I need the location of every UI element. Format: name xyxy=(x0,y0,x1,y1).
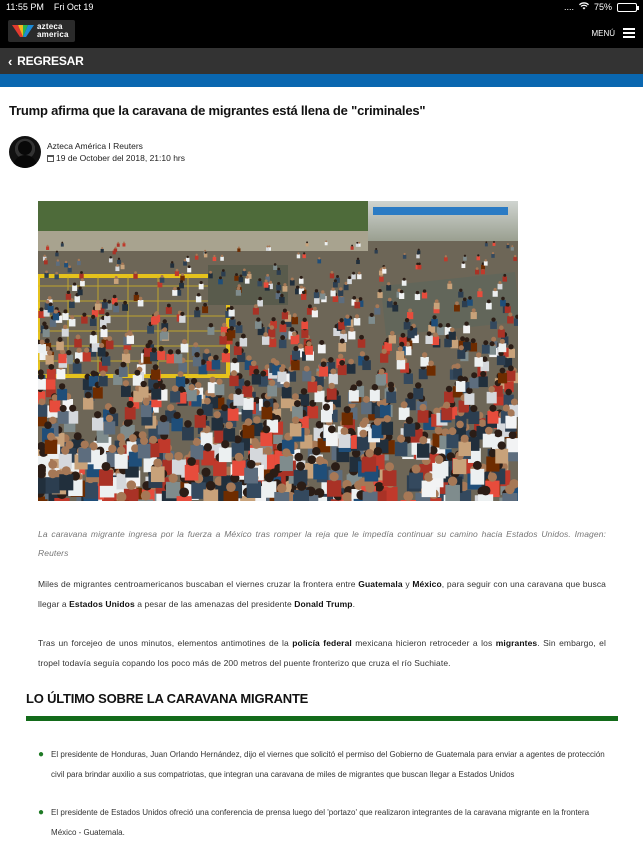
azteca-america-logo[interactable] xyxy=(8,20,75,42)
wifi-icon xyxy=(579,2,589,12)
calendar-icon xyxy=(47,155,54,162)
byline xyxy=(9,136,185,168)
crowd-photo-illustration xyxy=(38,201,518,501)
hamburger-icon xyxy=(623,28,635,38)
accent-band xyxy=(0,74,643,87)
section-divider xyxy=(26,716,618,721)
article-headline: Trump afirma que la caravana de migrantes está llena de "criminales" xyxy=(9,103,426,118)
keyword-migrantes: migrantes xyxy=(495,638,538,648)
top-nav xyxy=(0,14,643,48)
keyword-guatemala: Guatemala xyxy=(358,579,403,589)
bullet-icon: ● xyxy=(38,749,45,760)
article-paragraph-2: Tras un forcejeo de unos minutos, elementos antimotines de la policía federal mexicana hicieron retroceder a los migrantes. Sin embargo, el tropel todavía seguía copando los poco más de 200 metros del puente fronterizo que cruza el río Suchiate. xyxy=(38,638,606,668)
photo-caption: La caravana migrante ingresa por la fuerza a México tras romper la reja que le impedía continuar su camino hacia Estados Unidos. Imagen: Reuters xyxy=(38,529,606,558)
keyword-estados-unidos: Estados Unidos xyxy=(69,599,135,609)
article-paragraph-1: Miles de migrantes centroamericanos buscaban el viernes cruzar la frontera entre Guatemala y México, para seguir con una caravana que busca llegar a Estados Unidos a pesar de las amenazas del presidente Donald Trump. xyxy=(38,579,606,609)
chevron-left-icon: ‹ xyxy=(8,53,13,69)
azteca-logo-icon xyxy=(12,23,34,39)
article-photo xyxy=(38,201,518,501)
latest-item-text: El presidente de Estados Unidos ofreció una conferencia de prensa luego del 'portazo' que realizaron integrantes de la caravana migrante en la frontera México - Guatemala. xyxy=(51,808,590,837)
back-label: REGRESAR xyxy=(17,54,84,68)
status-time: 11:55 PM xyxy=(6,2,44,12)
bullet-icon: ● xyxy=(38,807,45,818)
latest-item[interactable] xyxy=(38,803,606,843)
article-source: Azteca América I Reuters xyxy=(47,141,143,151)
battery-percent: 75% xyxy=(593,2,612,12)
author-avatar xyxy=(9,136,41,168)
status-bar xyxy=(0,0,643,14)
keyword-mexico: México xyxy=(412,579,442,589)
latest-item[interactable] xyxy=(38,745,606,785)
keyword-donald-trump: Donald Trump xyxy=(294,599,353,609)
signal-dots-icon: .... xyxy=(563,2,574,12)
latest-item-text: El presidente de Honduras, Juan Orlando Hernández, dijo el viernes que solicitó el permiso del Gobierno de Guatemala para enviar a agentes de protección civil para brindar auxilio a sus compatriotas, que integran una caravana de miles de migrantes que buscan llegar a Estados Unidos xyxy=(51,750,605,779)
latest-section-title: LO ÚLTIMO SOBRE LA CARAVANA MIGRANTE xyxy=(26,691,309,706)
battery-icon xyxy=(617,3,637,12)
logo-line2: america xyxy=(37,30,69,39)
article-date: 19 de October del 2018, 21:10 hrs xyxy=(56,153,186,163)
status-date: Fri Oct 19 xyxy=(53,2,94,12)
menu-label: MENÚ xyxy=(591,28,615,38)
back-button[interactable] xyxy=(0,48,643,74)
menu-button[interactable] xyxy=(591,28,635,38)
keyword-policia-federal: policía federal xyxy=(292,638,352,648)
logo-line1: azteca xyxy=(37,22,63,31)
